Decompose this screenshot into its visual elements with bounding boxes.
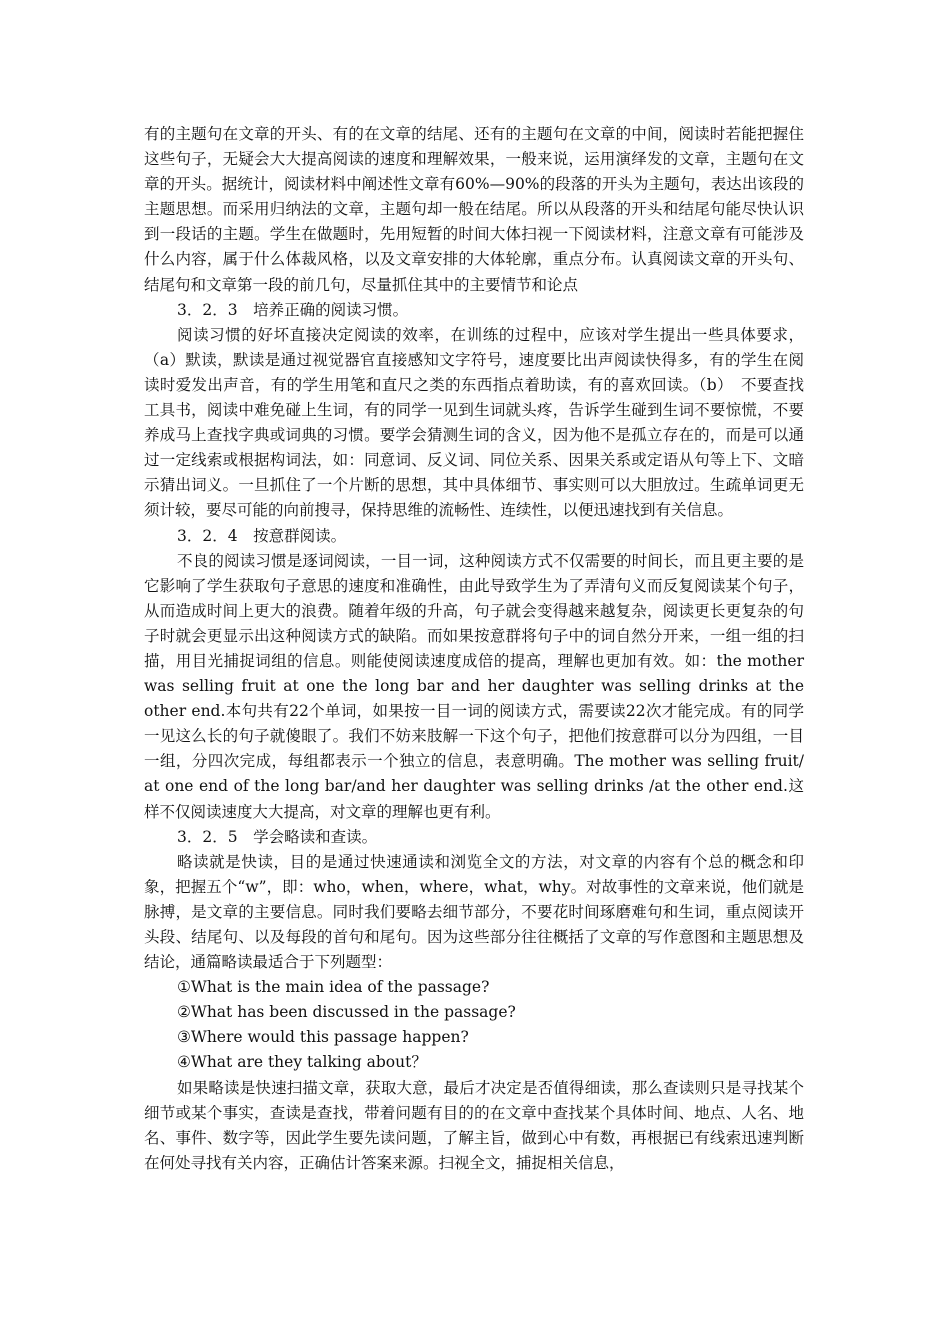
document-body: [144, 122, 804, 1176]
section-heading-3-2-3: 3．2．3 培养正确的阅读习惯。: [177, 300, 409, 319]
body-paragraph: 不良的阅读习惯是逐词阅读，一目一词，这种阅读方式不仅需要的时间长，而且更主要的是它影响了学生获取句子意思的速度和准确性，由此导致学生为了弄清句义而反复阅读某个句子，从而造成时间上更大的浪费。随着年级的升高，句子就会变得越来越复杂，阅读更长更复杂的句子时就会更显示出这种阅读方式的缺陷。而如果按意群将句子中的词自然分开来，一组一组的扫描，用目光捕捉词组的信息。则能使阅读速度成倍的提高，理解也更加有效。如：the mother was selling fruit at one the long bar and her daughter was selling drinks at the other end.本句共有22个单词，如果按一目一词的阅读方式，需要读22次才能完成。有的同学一见这么长的句子就傻眼了。我们不妨来肢解一下这个句子，把他们按意群可以分为四组，一目一组，分四次完成，每组都表示一个独立的信息，表意明确。The mother was selling fruit/ at one end of the long bar/and her daughter was selling drinks /at the other end.这样不仅阅读速度大大提高，对文章的理解也更有利。: [144, 551, 804, 821]
body-paragraph: 阅读习惯的好坏直接决定阅读的效率，在训练的过程中，应该对学生提出一些具体要求，（a）默读，默读是通过视觉器官直接感知文字符号，速度要比出声阅读快得多，有的学生在阅读时爱发出声音，有的学生用笔和直尺之类的东西指点着助读，有的喜欢回读。（b） 不要查找工具书，阅读中难免碰上生词，有的同学一见到生词就头疼，告诉学生碰到生词不要惊慌，不要养成马上查找字典或词典的习惯。要学会猜测生词的含义，因为他不是孤立存在的，而是可以通过一定线索或根据构词法，如：同意词、反义词、同位关系、因果关系或定语从句等上下、文暗示猜出词义。一旦抓住了一个片断的思想，其中具体细节、事实则可以大胆放过。生疏单词更无须计较，要尽可能的向前搜寻，保持思维的流畅性、连续性，以便迅速找到有关信息。: [144, 325, 804, 520]
body-paragraph: 略读就是快读，目的是通过快速通读和浏览全文的方法，对文章的内容有个总的概念和印象，把握五个“w”，即：who，when，where，what，why。对故事性的文章来说，他们就是脉搏，是文章的主要信息。同时我们要略去细节部分，不要花时间琢磨难句和生词，重点阅读开头段、结尾句、以及每段的首句和尾句。因为这些部分往往概括了文章的写作意图和主题思想及结论，通篇略读最适合于下列题型：: [144, 852, 804, 972]
section-heading-3-2-4: 3．2．4 按意群阅读。: [177, 526, 347, 545]
body-paragraph: 有的主题句在文章的开头、有的在文章的结尾、还有的主题句在文章的中间，阅读时若能把握住这些句子，无疑会大大提高阅读的速度和理解效果，一般来说，运用演绎发的文章，主题句在文章的开头。据统计，阅读材料中阐述性文章有60%—90%的段落的开头为主题句，表达出该段的主题思想。而采用归纳法的文章，主题句却一般在结尾。所以从段落的开头和结尾句能尽快认识到一段话的主题。学生在做题时，先用短暂的时间大体扫视一下阅读材料，注意文章有可能涉及什么内容，属于什么体裁风格，以及文章安排的大体轮廓，重点分布。认真阅读文章的开头句、结尾句和文章第一段的前几句，尽量抓住其中的主要情节和论点: [144, 125, 804, 294]
question-item-2: ②What has been discussed in the passage?: [177, 1003, 516, 1022]
section-heading-3-2-5: 3．2．5 学会略读和查读。: [177, 827, 378, 846]
question-item-3: ③Where would this passage happen?: [177, 1028, 469, 1047]
question-item-1: ①What is the main idea of the passage?: [177, 978, 490, 997]
question-item-4: ④What are they talking about？: [177, 1053, 427, 1072]
body-paragraph: 如果略读是快速扫描文章，获取大意，最后才决定是否值得细读，那么查读则只是寻找某个细节或某个事实，查读是查找，带着问题有目的的在文章中查找某个具体时间、地点、人名、地名、事件、数字等，因此学生要先读问题，了解主旨，做到心中有数，再根据已有线索迅速判断在何处寻找有关内容，正确估计答案来源。扫视全文，捕捉相关信息，: [144, 1078, 804, 1172]
